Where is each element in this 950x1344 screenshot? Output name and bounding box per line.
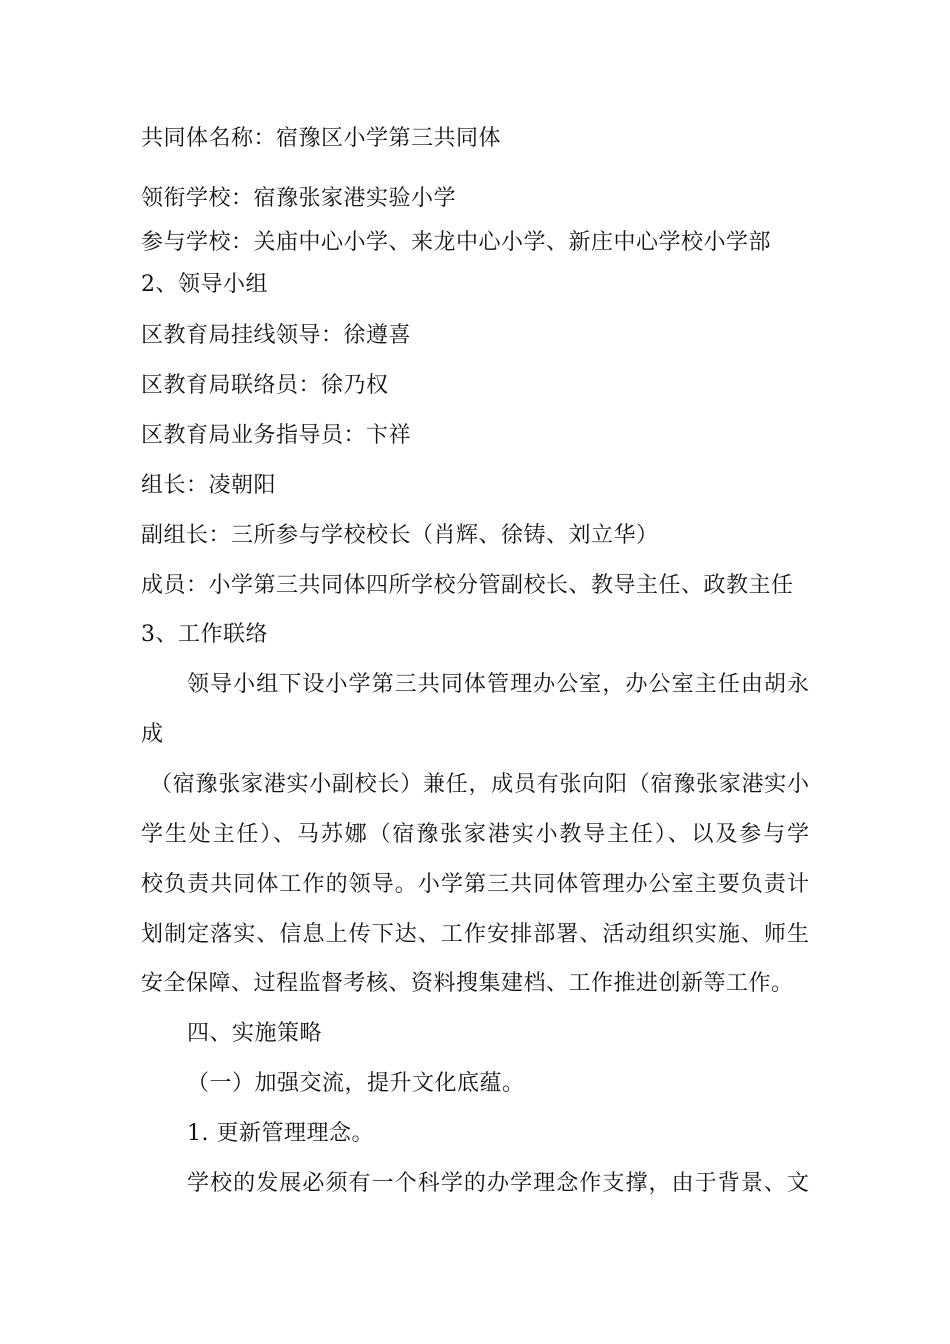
- members-line: 成员：小学第三共同体四所学校分管副校长、教导主任、政教主任: [141, 573, 794, 598]
- paragraph-line: 学生处主任）、马苏娜（宿豫张家港实小教导主任）、以及参与学: [141, 822, 809, 847]
- paragraph-line: 安全保障、过程监督考核、资料搜集建档、工作推进创新等工作。: [141, 971, 794, 996]
- section-heading-contact: 3、工作联络: [141, 622, 268, 647]
- bureau-guide-line: 区教育局业务指导员：卞祥: [141, 423, 412, 448]
- section-heading-leadership: 2、领导小组: [141, 272, 268, 297]
- deputy-leader-line: 副组长：三所参与学校校长（肖辉、徐铸、刘立华）: [141, 523, 659, 548]
- section-heading-strategy: 四、实施策略: [187, 1021, 323, 1046]
- group-leader-line: 组长：凌朝阳: [141, 473, 277, 498]
- item-heading: 1. 更新管理理念。: [187, 1121, 374, 1146]
- participating-schools-line: 参与学校：关庙中心小学、来龙中心小学、新庄中心学校小学部: [141, 230, 772, 255]
- paragraph-line: 学校的发展必须有一个科学的办学理念作支撑，由于背景、文: [187, 1171, 809, 1196]
- paragraph-line: 领导小组下设小学第三共同体管理办公室，办公室主任由胡永: [187, 672, 809, 697]
- paragraph-line: 校负责共同体工作的领导。小学第三共同体管理办公室主要负责计: [141, 872, 809, 897]
- paragraph-line: 划制定落实、信息上传下达、工作安排部署、活动组织实施、师生: [141, 922, 809, 947]
- bureau-liaison-line: 区教育局联络员：徐乃权: [141, 373, 389, 398]
- paragraph-line: 成: [141, 722, 164, 747]
- bureau-leader-line: 区教育局挂线领导：徐遵喜: [141, 323, 412, 348]
- subsection-heading: （一）加强交流，提升文化底蕴。: [187, 1071, 525, 1096]
- lead-school-line: 领衔学校：宿豫张家港实验小学: [141, 186, 457, 211]
- paragraph-line: （宿豫张家港实小副校长）兼任，成员有张向阳（宿豫张家港实小: [150, 772, 809, 797]
- community-name-line: 共同体名称：宿豫区小学第三共同体: [141, 126, 502, 151]
